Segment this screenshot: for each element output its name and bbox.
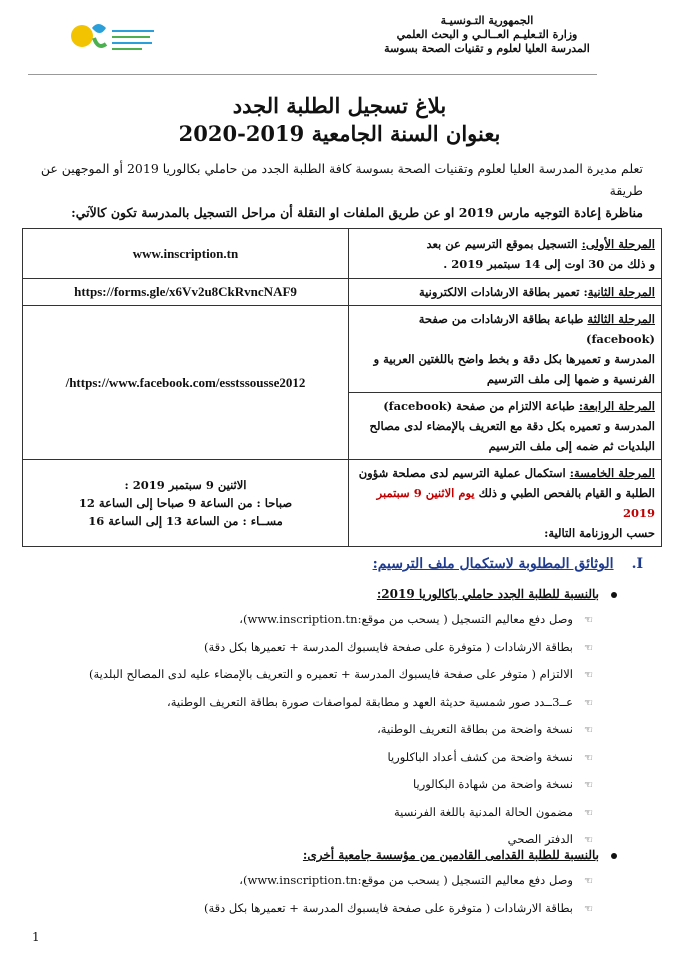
page-number: 1 (32, 930, 40, 944)
logo-line-4 (112, 48, 142, 50)
logo-line-3 (112, 42, 152, 44)
pointing-hand-icon: ☜ (584, 670, 593, 681)
facebook-link[interactable]: /https://www.facebook.com/esstssousse2012 (65, 374, 306, 390)
list-item-text: نسخة واضحة من بطاقة التعريف الوطنية، (377, 722, 573, 736)
google-form-link[interactable]: https://forms.gle/x6Vv2u8CkRvncNAF9 (74, 284, 297, 299)
registration-stages-table (22, 228, 662, 547)
logo-line-2 (112, 36, 150, 38)
pointing-hand-icon: ☜ (584, 903, 593, 915)
list-item (89, 664, 593, 692)
stage-4-text-2: المدرسة و تعميره بكل دقة مع التعريف بالإمضاء لدى مصالح (369, 419, 655, 433)
pointing-hand-icon: ☜ (584, 725, 593, 736)
stage-4-label: المرحلة الرابعة: (578, 399, 655, 413)
schedule-evening: مســاء : من الساعة 13 إلى الساعة 16 (88, 514, 283, 528)
logo-sun (71, 25, 93, 47)
group-1-heading (377, 587, 617, 601)
stage-1-label: المرحلة الأولى: (581, 236, 655, 251)
pointing-hand-icon: ☜ (584, 697, 593, 709)
inscription-link[interactable]: www.inscription.tn (132, 245, 239, 261)
pointing-hand-icon: ☜ (584, 615, 593, 626)
logo-line-1 (112, 30, 154, 32)
stage-3-link[interactable] (23, 306, 349, 460)
group-1-list (89, 609, 593, 857)
stage-3-text-3: الفرنسية و ضمها إلى ملف الترسيم (486, 372, 655, 386)
stage-5-label: المرحلة الخامسة: (569, 466, 655, 480)
pointing-hand-icon: ☜ (584, 876, 593, 887)
group-2-title: بالنسبة للطلبة القدامى القادمين من مؤسسة جامعية أخرى: (302, 848, 599, 862)
list-item-text: وصل دفع معاليم التسجيل ( يسحب من موقع:www.inscription.tn)، (239, 612, 573, 626)
section-heading (373, 556, 643, 572)
stage-5-text-3: حسب الروزنامة التالية: (544, 526, 655, 540)
bullet-icon (611, 853, 617, 859)
stage-3-label: المرحلة الثالثة (587, 312, 655, 326)
stage-1-text: التسجيل بموقع الترسيم عن بعد (426, 236, 582, 251)
list-item-text: الدفتر الصحي (507, 832, 573, 846)
stage-2-label: المرحلة الثانية (587, 285, 655, 299)
stage-3-4-cell (349, 306, 662, 460)
list-item (89, 637, 593, 665)
header-divider (28, 74, 597, 75)
section-title: الوثائق المطلوبة لاستكمال ملف الترسيم: (372, 556, 614, 572)
bullet-icon (611, 592, 617, 598)
section-number: I. (631, 556, 643, 572)
list-item (204, 898, 593, 926)
list-item-text: الالتزام ( متوفر على صفحة فايسبوك المدرسة + تعميره و التعريف بالإمضاء عليه لدى المصالح البلدية) (89, 667, 573, 681)
list-item-text: عــ3ــدد صور شمسية حديثة العهد و مطابقة لمواصفات صورة بطاقة التعريف الوطنية، (167, 694, 573, 709)
logo-wave (94, 38, 106, 46)
list-item (204, 870, 593, 898)
school-logo (68, 16, 156, 64)
stage-4-text-1: طباعة الالتزام من صفحة (facebook) (383, 399, 579, 413)
list-item (89, 692, 593, 720)
stage-4-block (349, 392, 661, 456)
schedule-day: الاثنين 9 سبتمبر 2019 : (124, 478, 247, 492)
list-item-text: نسخة واضحة من شهادة البكالوريا (412, 777, 573, 791)
stage-4-text-3: البلديات ثم ضمه إلى ملف الترسيم (488, 439, 655, 453)
list-item (89, 747, 593, 775)
list-item-text: وصل دفع معاليم التسجيل ( يسحب من موقع:www.inscription.tn)، (239, 873, 573, 887)
header-line-1: الجمهورية التـونسيـة (440, 14, 534, 27)
stage-2-link[interactable] (23, 279, 349, 306)
list-item (89, 609, 593, 637)
pointing-hand-icon: ☜ (584, 835, 593, 846)
table-row (23, 229, 662, 279)
stage-5-schedule (23, 460, 349, 547)
stage-1-dates: و ذلك من 30 اوت إلى 14 سبتمبر 2019 . (443, 256, 655, 271)
stage-5-text-2a: الطلبة و القيام بالفحص الطبي و ذلك (474, 486, 655, 500)
table-row (23, 460, 662, 547)
list-item (89, 802, 593, 830)
list-item (89, 719, 593, 747)
stage-1-cell (349, 229, 662, 279)
group-2-heading (303, 848, 617, 862)
list-item-text: بطاقة الارشادات ( متوفرة على صفحة فايسبوك المدرسة + تعميرها بكل دقة) (204, 900, 573, 915)
ministry-header (357, 14, 617, 56)
pointing-hand-icon: ☜ (584, 752, 593, 764)
list-item-text: مضمون الحالة المدنية باللغة الفرنسية (394, 804, 573, 819)
announcement-title: بلاغ تسجيل الطلبة الجدد (232, 93, 447, 118)
intro-line-1: تعلم مديرة المدرسة العليا لعلوم وتقنيات الصحة بسوسة كافة الطلبة الجدد من حاملي بكالوريا 2019 أو الموجهين عن طريقة (40, 161, 643, 198)
list-item (89, 774, 593, 802)
header-line-3: المدرسة العليا لعلوم و تقنيات الصحة بسوسة (384, 42, 590, 55)
stage-1-link[interactable] (23, 229, 349, 279)
intro-line-2: مناظرة إعادة التوجيه مارس 2019 او عن طريق الملفات او النقلة أن مراحل التسجيل بالمدرسة تكون كالآتي: (71, 205, 643, 220)
intro-paragraph (28, 158, 643, 224)
logo-leaf (92, 24, 106, 33)
stage-5-cell (349, 460, 662, 547)
stage-5-date: يوم الاثنين 9 سبتمبر 2019 (376, 486, 655, 520)
stage-5-text-1: استكمال عملية الترسيم لدى مصلحة شؤون (358, 466, 570, 480)
table-row (23, 279, 662, 306)
pointing-hand-icon: ☜ (584, 807, 593, 819)
academic-year-title: بعنوان السنة الجامعية 2019-2020 (178, 121, 501, 146)
schedule-morning: صباحا : من الساعة 9 صباحا إلى الساعة 12 (78, 496, 293, 510)
pointing-hand-icon: ☜ (584, 642, 593, 654)
stage-2-cell (349, 279, 662, 306)
stage-2-text: : تعمير بطاقة الارشادات الالكترونية (419, 285, 588, 299)
group-1-title: بالنسبة للطلبة الجدد حاملي باكالوريا 2019: (376, 587, 599, 601)
header-line-2: وزارة التـعليـم العــالـي و البحث العلمي (396, 28, 578, 41)
stage-3-text-2: المدرسة و تعميرها بكل دقة و بخط واضح باللغتين العربية و (373, 352, 655, 366)
list-item-text: بطاقة الارشادات ( متوفرة على صفحة فايسبوك المدرسة + تعميرها بكل دقة) (204, 639, 573, 654)
pointing-hand-icon: ☜ (584, 780, 593, 791)
group-2-list (204, 870, 593, 925)
list-item-text: نسخة واضحة من كشف أعداد الباكلوريا (387, 749, 573, 764)
table-row (23, 306, 662, 460)
stage-3-text-1: طباعة بطاقة الارشادات من صفحة (facebook) (418, 312, 655, 346)
